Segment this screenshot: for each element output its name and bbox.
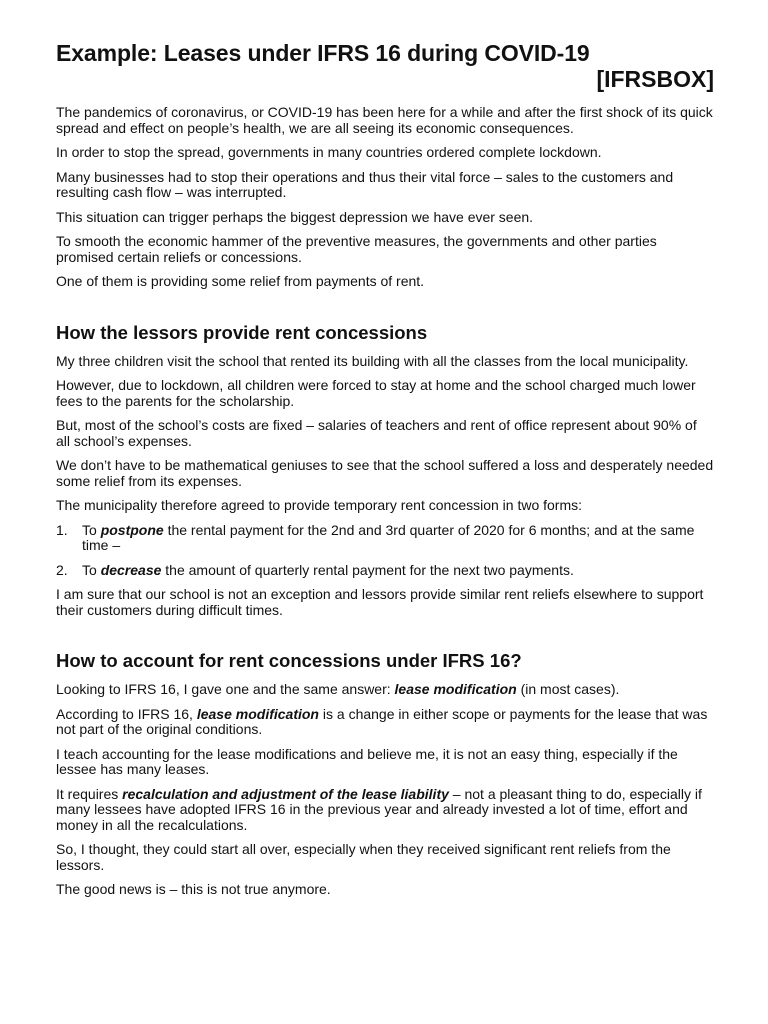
list-text-post: the amount of quarterly rental payment for the next two payments. <box>161 561 574 578</box>
text-pre: It requires <box>56 785 123 802</box>
text-pre: Looking to IFRS 16, I gave one and the same answer: <box>56 681 395 697</box>
section1-paragraph: We don’t have to be mathematical geniuses to see that the school suffered a loss and desperately needed some relief from its expenses. <box>56 457 714 489</box>
intro-paragraph: One of them is providing some relief from payments of rent. <box>56 273 425 289</box>
list-item <box>56 523 714 554</box>
keyword: lease modification <box>394 681 517 697</box>
list-number: 2. <box>56 561 68 578</box>
intro-paragraph: To smooth the economic hammer of the preventive measures, the governments and other parties promised certain reliefs or concessions. <box>56 233 657 265</box>
section2-paragraph: The good news is – this is not true anymore. <box>56 881 331 897</box>
section1-paragraph: The municipality therefore agreed to provide temporary rent concession in two forms: <box>56 497 583 513</box>
keyword: recalculation and adjustment of the lease liability <box>122 785 449 802</box>
section1-paragraph: But, most of the school’s costs are fixed – salaries of teachers and rent of office represent about 90% of all school’s expenses. <box>56 417 697 449</box>
text-pre: According to IFRS 16, <box>56 705 197 722</box>
title-tag: [IFRSBOX] <box>596 66 714 92</box>
list-text-pre: To <box>82 561 101 578</box>
concession-list <box>56 523 714 579</box>
text-post: is a change in either scope or payments for the lease that was not part of the original conditions. <box>56 705 708 737</box>
intro-paragraph: This situation can trigger perhaps the biggest depression we have ever seen. <box>56 208 534 225</box>
section-heading-rent-concessions: How the lessors provide rent concessions <box>56 321 428 343</box>
list-item-text <box>82 563 714 579</box>
section-heading-ifrs16-accounting: How to account for rent concessions under IFRS 16? <box>56 650 522 671</box>
list-item-text <box>82 523 714 554</box>
list-number: 1. <box>56 521 68 538</box>
title-block <box>56 40 714 91</box>
section2-paragraph: So, I thought, they could start all over, especially when they received significant rent reliefs from the lessors. <box>56 841 671 873</box>
list-keyword: decrease <box>100 561 162 578</box>
section1-paragraph: However, due to lockdown, all children were forced to stay at home and the school charged much lower fees to the parents for the scholarship. <box>56 377 696 409</box>
text-post: – not a pleasant thing to do, especially if many lessees have adopted IFRS 16 in the previous year and already invested a lot of time, effort and money in all the recalculations. <box>56 785 702 833</box>
section1-closing: I am sure that our school is not an exception and lessors provide similar rent reliefs elsewhere to support their customers during difficult times. <box>56 586 704 618</box>
section2-paragraph <box>56 787 714 834</box>
list-text-pre: To <box>82 521 101 538</box>
section2-paragraph: I teach accounting for the lease modifications and believe me, it is not an easy thing, especially if the lessee has many leases. <box>56 745 678 777</box>
section1-paragraph: My three children visit the school that rented its building with all the classes from the local municipality. <box>56 352 689 369</box>
text-post: (in most cases). <box>516 681 620 697</box>
list-item <box>56 563 714 579</box>
intro-paragraph: The pandemics of coronavirus, or COVID-19 has been here for a while and after the first shock of its quick spread and effect on people’s health, we are all seeing its economic consequences. <box>56 104 713 136</box>
section2-paragraph <box>56 707 714 738</box>
section2-paragraph <box>56 682 714 698</box>
intro-paragraph: Many businesses had to stop their operations and thus their vital force – sales to the customers and resulting cash flow – was interrupted. <box>56 168 674 200</box>
list-text-post: the rental payment for the 2nd and 3rd quarter of 2020 for 6 months; and at the same time – <box>82 521 695 553</box>
list-keyword: postpone <box>100 521 164 538</box>
keyword: lease modification <box>196 705 319 722</box>
intro-paragraph: In order to stop the spread, governments in many countries ordered complete lockdown. <box>56 144 602 160</box>
page-title: Example: Leases under IFRS 16 during COVID-19 <box>56 40 590 66</box>
